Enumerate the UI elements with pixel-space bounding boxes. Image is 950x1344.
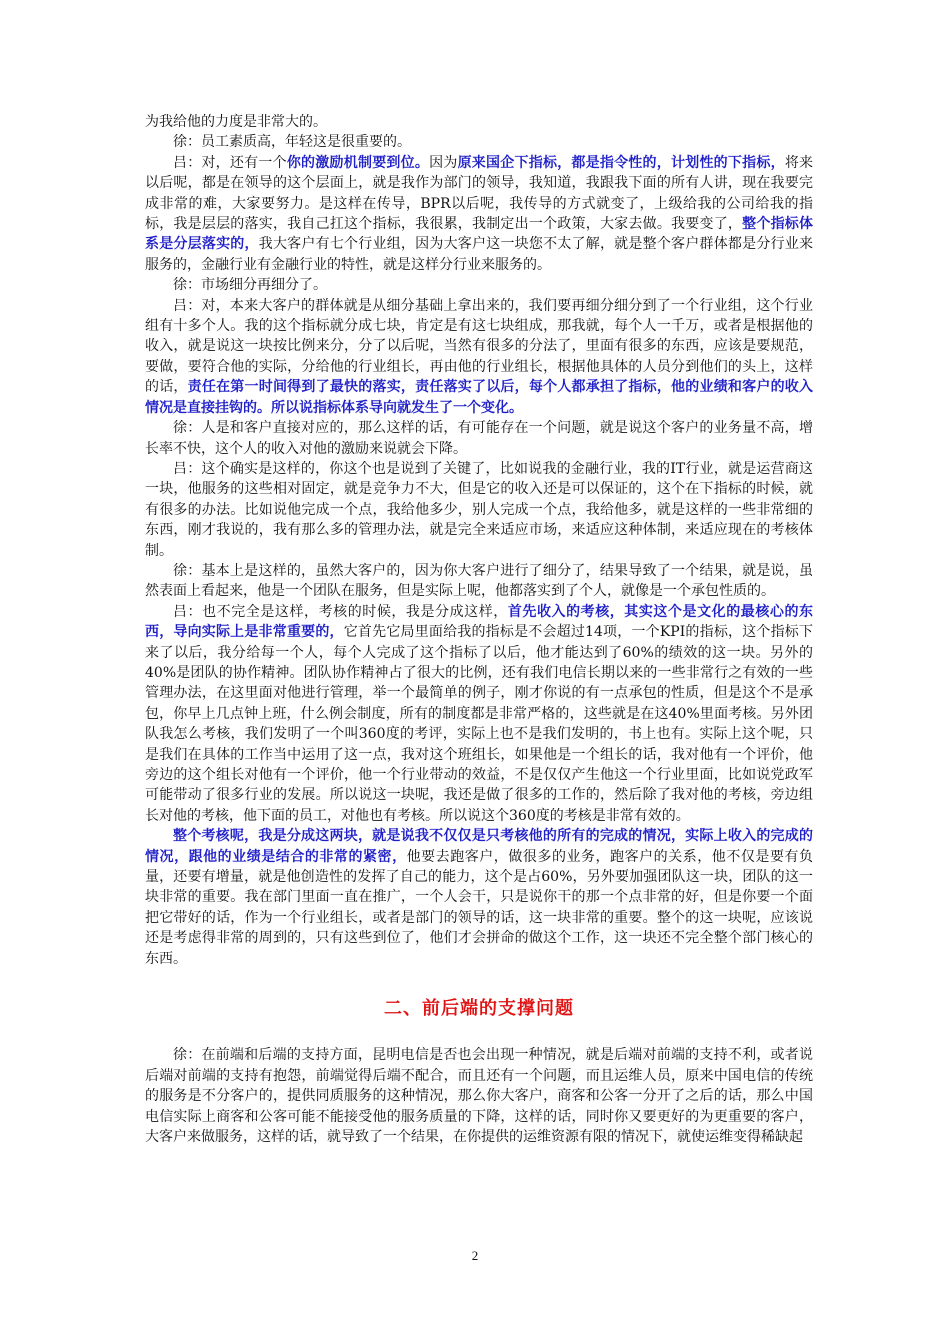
page-number: 2 bbox=[471, 1248, 479, 1263]
highlighted-text: 原来国企下指标，都是指令性的，计划性的下指标， bbox=[457, 154, 785, 171]
interview-transcript-continued bbox=[145, 1045, 813, 1147]
text-run: 徐：人是和客户直接对应的，那么这样的话，有可能存在一个问题，就是说这个客户的业务量不高，增长率不快，这个人的收入对他的激励来说就会下降。 bbox=[145, 420, 813, 457]
paragraph bbox=[145, 459, 813, 561]
interview-transcript bbox=[145, 112, 813, 969]
paragraph bbox=[145, 296, 813, 418]
paragraph bbox=[145, 561, 813, 602]
text-run: 吕：这个确实是这样的，你这个也是说到了关键了，比如说我的金融行业，我的IT行业，就是运营商这一块，他服务的这些相对固定，就是竞争力不大，但是它的收入还是可以保证的，这个在下指标的时候，就有很多的办法。比如说他完成一个点，我给他多少，别人完成一个点，我给他多，就是这样的一些非常细的东西，刚才我说的，我有那么多的管理办法，就是完全来适应市场，来适应这种体制，来适应现在的考核体制。 bbox=[145, 460, 813, 559]
text-run: 徐：市场细分再细分了。 bbox=[173, 277, 327, 294]
document-body bbox=[145, 112, 813, 1148]
text-run: 吕：也不完全是这样，考核的时候，我是分成这样， bbox=[173, 603, 508, 620]
text-run: 为我给他的力度是非常大的。 bbox=[145, 114, 327, 130]
highlighted-text: 整个指标体系是分层落实的， bbox=[145, 216, 814, 253]
paragraph bbox=[145, 826, 813, 969]
paragraph bbox=[145, 153, 813, 275]
paragraph bbox=[145, 1045, 813, 1147]
paragraph bbox=[145, 602, 813, 826]
paragraph bbox=[145, 132, 813, 152]
highlighted-text: 首先收入的考核，其实这个是文化的最核心的东西，导向实际上是非常重要的， bbox=[145, 603, 814, 641]
highlighted-text: 你的激励机制要到位。 bbox=[286, 154, 430, 171]
paragraph bbox=[145, 418, 813, 459]
highlighted-text: 责任在第一时间得到了最快的落实，责任落实了以后，每个人都承担了指标，他的业绩和客户的收入情况是直接挂钩的。所以说指标体系导向就发生了一个变化。 bbox=[145, 379, 814, 416]
paragraph bbox=[145, 112, 813, 132]
text-run: 它首先它局里面给我的指标是不会超过14项，一个KPI的指标，这个指标下来了以后，我分给每一个人，每个人完成了这个指标了以后，他才能达到了60%的绩效的这一块。另外的40%是团队的协作精神。团队协作精神占了很大的比例，还有我们电信长期以来的一些非常行之有效的一些管理办法，在这里面对他进行管理，举一个最简单的例子，刚才你说的有一点承包的性质，但是这个不是承包，你早上几点钟上班，什么例会制度，所有的制度都是非常严格的，这些就是在这40%里面考核。另外团队我怎么考核，我们发明了一个叫360度的考评，实际上也不是我们发明的，书上也有。实际上这个呢，只是我们在具体的工作当中运用了这一点，我对这个班组长，如果他是一个组长的话，我对他有一个评价，他旁边的这个组长对他有一个评价，他一个行业带动的效益，不是仅仅产生他这一个行业里面，比如说党政军可能带动了很多行业的发展。所以说这一块呢，我还是做了很多的工作的，然后除了我对他的考核，旁边组长对他的考核，他下面的员工，对他也有考核。所以说这个360度的考核是非常有效的。 bbox=[145, 624, 813, 824]
text-run: 他要去跑客户，做很多的业务，跑客户的关系，他不仅是要有负量，还要有增量，就是他创造性的发挥了自己的能力，这个是占60%，另外要加强团队这一块，团队的这一块非常的重要。我在部门里面一直在推广，一个人会干，只是说你干的那一个点非常的好，但是你要一个面把它带好的话，作为一个行业组长，或者是部门的领导的话，这一块非常的重要。整个的这一块呢，应该说还是考虑得非常的周到的，只有这些到位了，他们才会拼命的做这个工作，这一块还不完全整个部门核心的东西。 bbox=[145, 848, 814, 967]
text-run: 因为 bbox=[429, 154, 458, 171]
paragraph bbox=[145, 275, 813, 295]
text-run: 我大客户有七个行业组，因为大客户这一块您不太了解，就是整个客户群体都是分行业来服务的，金融行业有金融行业的特性，就是这样分行业来服务的。 bbox=[145, 236, 814, 273]
text-run: 将来以后呢，都是在领导的这个层面上，就是我作为部门的领导，我知道，我跟我下面的所有人讲，现在我要完成非常的难，大家要努力。是这样在传导，BPR以后呢，我传导的方式就变了，上级给我的公司给我的指标，我是层层的落实，我自己扛这个指标，我很累，我制定出一个政策，大家去做。我要变了， bbox=[145, 154, 814, 233]
text-run: 吕：对，本来大客户的群体就是从细分基础上拿出来的，我们要再细分细分到了一个行业组，这个行业组有十多个人。我的这个指标就分成七块，肯定是有这七块组成，那我就，每个人一千万，或者是根据他的收入，就是说这一块按比例来分，分了以后呢，当然有很多的分法了，里面有很多的东西，应该是要规范，要做，要符合他的实际，分给他的行业组长，再由他的行业组长，根据他具体的人员分到他们的头上，这样的话， bbox=[145, 297, 813, 396]
text-run: 徐：员工素质高，年轻这是很重要的。 bbox=[173, 134, 411, 151]
text-run: 徐：在前端和后端的支持方面，昆明电信是否也会出现一种情况，就是后端对前端的支持不利，或者说后端对前端的支持有抱怨，前端觉得后端不配合，而且还有一个问题，而且运维人员，原来中国电信的传统的服务是不分客户的，提供同质服务的这种情况，那么你大客户，商客和公客一分开了之后的话，那么中国电信实际上商客和公客可能不能接受他的服务质量的下降，这样的话，同时你又要更好的为更重要的客户，大客户来做服务，这样的话，就导致了一个结果，在你提供的运维资源有限的情况下，就使运维变得稀缺起 bbox=[145, 1047, 813, 1146]
text-run: 徐：基本上是这样的，虽然大客户的，因为你大客户进行了细分了，结果导致了一个结果，就是说，虽然表面上看起来，他是一个团队在服务，但是实际上呢，他都落实到了个人，就像是一个承包性质的。 bbox=[145, 562, 813, 600]
highlighted-text: 整个考核呢，我是分成这两块，就是说我不仅仅是只考核他的所有的完成的情况，实际上收入的完成的情况，跟他的业绩是结合的非常的紧密， bbox=[145, 828, 813, 865]
section-heading: 二、前后端的支撑问题 bbox=[384, 998, 574, 1020]
text-run: 吕：对，还有一个 bbox=[173, 154, 287, 171]
